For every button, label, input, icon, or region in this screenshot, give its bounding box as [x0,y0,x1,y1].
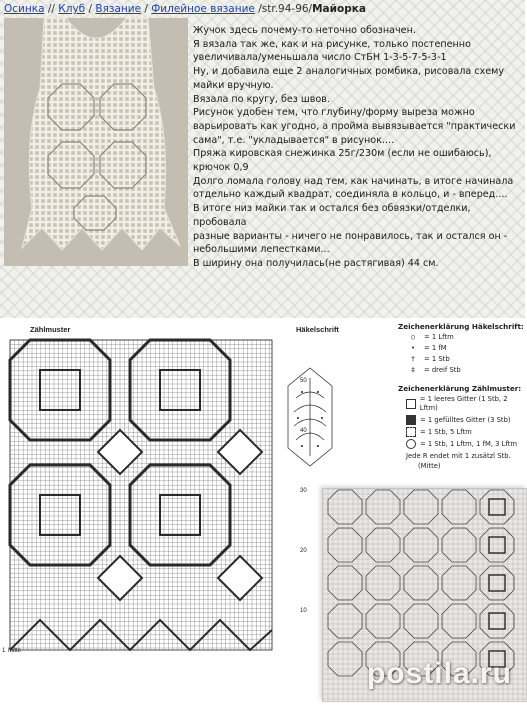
handdrawn-scheme-photo [322,488,527,702]
breadcrumb [4,3,366,15]
description-line: майки вручную. [193,79,274,91]
description-line: Я вязала так же, как и на рисунке, только постепенно [193,38,471,50]
description-line: варьировать как угодно, а пройма вывязывается "практически [193,120,516,132]
octagon-motif [130,465,230,565]
diamond-motif [98,430,142,474]
description-text [193,24,519,271]
lacet-icon [406,427,416,437]
diamond-motif [218,556,262,600]
legend-item: ○ = 1 Lftm [406,333,525,342]
diamond-motif [218,430,262,474]
inset-octagon [480,566,514,600]
description-line: сама", т.е. "укладывается" в рисунок.... [193,134,395,146]
bar-icon [406,439,416,449]
crochet-top-illustration [4,18,188,266]
description-line: небольшими лепестками... [193,244,330,256]
watermark: postila.ru [366,657,512,690]
triple-crochet-icon: ‡ [410,366,416,374]
octagon-motif [10,340,110,440]
breadcrumb-link-knitting[interactable]: Вязание [95,3,142,15]
pattern-chart [0,320,339,700]
description-line: крючок 0,9 [193,162,249,174]
breadcrumb-current: Майорка [312,3,366,15]
row-number: 10 [300,608,307,614]
row-number: 40 [300,428,307,434]
description-line: В итоге низ майки так и остался без обвязки/отделки, пробовала [193,203,471,228]
diamond-motif [98,556,142,600]
inset-filled-motif [489,575,505,591]
breadcrumb-separator: // [44,3,59,15]
filet-motifs [10,340,272,650]
breadcrumb-separator: /str.94-96/ [254,3,313,15]
chart-title-right: Häkelschrift [296,325,339,334]
legend-item: = 1 Stb, 1 Lftm, 1 fM, 3 Lftm [406,439,525,449]
legend-item: ‡ = dreif Stb [406,366,525,375]
chart-title-left: Zählmuster [30,325,71,334]
inner-square-motif [40,495,80,535]
empty-mesh-icon [406,399,416,409]
description-line: разные варианты - ничего не понравилось, так и остался он - [193,230,508,242]
double-crochet-icon: † [410,355,416,363]
description-line: Пряжа кировская снежинка 25г/230м (если не ошибаюсь), [193,148,492,160]
legend-item: = 1 leeres Gitter (1 Stb, 2 Lftm) [406,395,525,413]
description-line: Ну, и добавила еще 2 аналогичных ромбика, рисовала схему [193,66,505,78]
legend-panel [398,320,525,490]
legend-note: Jede R endet mit 1 zusätzl Stb. [406,452,511,460]
description-line: Долго ломала голову над тем, как начинать, в итоге начинала [193,175,514,187]
crochet-symbol-diagram [288,368,332,466]
chain-stitch-icon: ○ [410,333,416,341]
description-line: увеличивала/уменьшала число СтБН 1-3-5-7-5-3-1 [193,52,447,64]
row-number: 1 [2,648,6,654]
legend-item: = 1 Stb, 5 Lftm [406,427,525,437]
description-line: В ширину она получилась(не растягивая) 44 см. [193,257,439,269]
breadcrumb-separator: / [141,3,152,15]
legend-title-symbols: Zeichenerklärung Häkelschrift: [398,322,524,331]
breadcrumb-link-filet[interactable]: Филейное вязание [151,3,255,15]
breadcrumb-link-osinka[interactable]: Осинка [4,3,45,15]
single-crochet-icon: • [410,344,416,352]
inset-motifs [328,490,514,676]
legend-item: = 1 gefülltes Gitter (3 Stb) [406,415,525,425]
description-line: Рисунок удобен тем, что глубину/форму выреза можно [193,107,475,119]
row-number: 50 [300,378,307,384]
row-number: 30 [300,488,307,494]
octagon-motif [130,340,230,440]
inner-square-motif [160,495,200,535]
legend-item: • = 1 fM [406,344,525,353]
inset-filled-motif [489,499,505,515]
filled-mesh-icon [406,415,416,425]
inset-octagon [442,528,476,562]
inset-octagon [442,566,476,600]
legend-title-chart: Zeichenerklärung Zählmuster: [398,384,522,393]
inset-filled-motif [489,537,505,553]
inset-filled-motif [489,613,505,629]
inner-square-motif [160,370,200,410]
legend-note-mitte: (Mitte) [418,462,441,470]
legend-item: † = 1 Stb [406,355,525,364]
top-photo [4,18,188,266]
breadcrumb-link-club[interactable]: Клуб [58,3,86,15]
octagon-motif [10,465,110,565]
pattern-chart-area [0,320,339,700]
scalloped-edge [10,620,272,650]
chart-mitte-label: Mitte [8,648,22,654]
inset-octagon [480,528,514,562]
description-line: Жучок здесь почему-то неточно обозначен. [193,25,416,36]
inner-square-motif [40,370,80,410]
row-number: 20 [300,548,307,554]
description-line: Вязала по кругу, без швов. [193,93,330,105]
description-line: отдельно каждый квадрат, соединяла в кольцо, и - вперед.... [193,189,508,201]
breadcrumb-separator: / [85,3,96,15]
